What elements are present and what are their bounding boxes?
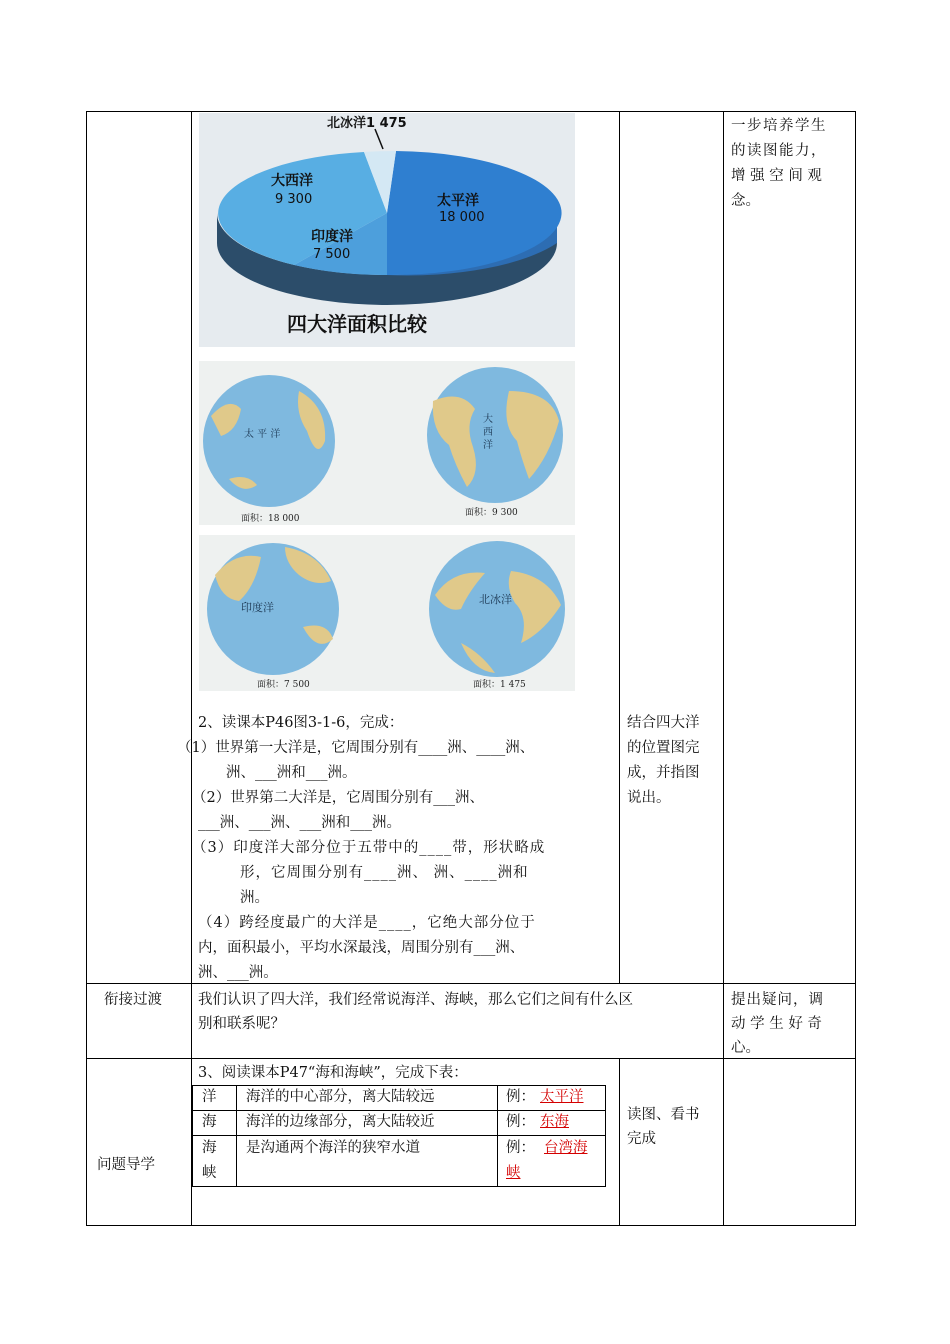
col3-mid-line-4: 说出。 <box>627 790 671 806</box>
q2-line-2: ___洲、___洲、___洲和___洲。 <box>198 815 401 831</box>
q3-line-1: （3）印度洋大部分位于五带中的____带，形状略成 <box>192 840 546 856</box>
label-pacific-value: 18 000 <box>439 210 485 225</box>
row1-desc: 海洋的中心部分，离大陆较远 <box>246 1089 435 1105</box>
col3-mid-line-1: 结合四大洋 <box>627 715 700 731</box>
q1-line-1: （1）世界第一大洋是，它周围分别有____洲、____洲、 <box>177 740 535 756</box>
row1-example-prefix: 例： <box>506 1089 535 1105</box>
globe2-label: 大 西 洋 <box>480 413 492 450</box>
inner-col-1 <box>236 1085 237 1187</box>
ocean-area-pie-chart <box>199 113 575 347</box>
row2-desc: 海洋的边缘部分，离大陆较近 <box>246 1114 435 1130</box>
col3-mid-line-3: 成，并指图 <box>627 765 700 781</box>
transition-text-line-2: 别和联系呢？ <box>198 1016 285 1032</box>
q4-line-1: （4）跨经度最广的大洋是____，它绝大部分位于 <box>198 915 536 931</box>
ocean-area-pie-image <box>199 113 575 347</box>
globe4-area: 面积：1 475 <box>473 680 526 690</box>
label-atlantic-name: 大西洋 <box>271 173 313 189</box>
right-top-line-1: 一步培养学生 <box>731 118 827 134</box>
pie-title: 四大洋面积比较 <box>287 312 427 336</box>
label-indian-name: 印度洋 <box>311 229 353 245</box>
transition-right-line-1: 提出疑问，调 <box>731 992 824 1008</box>
right-top-line-4: 念。 <box>731 193 760 209</box>
q1-line-2: 洲、___洲和___洲。 <box>226 765 357 781</box>
guide-col3-line-1: 读图、看书 <box>627 1107 700 1123</box>
q2-line-1: （2）世界第二大洋是，它周围分别有___洲、 <box>192 790 484 806</box>
row2-example-prefix: 例： <box>506 1114 535 1130</box>
globes-image-1 <box>199 361 575 525</box>
globes-indian-arctic <box>199 535 575 691</box>
right-top-line-3: 增 强 空 间 观 <box>731 168 822 184</box>
globes-pacific-atlantic <box>199 361 575 525</box>
label-arctic: 北冰洋1 475 <box>327 116 407 131</box>
row1-term: 洋 <box>202 1089 217 1105</box>
row3-term-line-2: 峡 <box>202 1165 217 1181</box>
label-indian-value: 7 500 <box>313 247 351 262</box>
inner-border-bottom <box>192 1186 606 1187</box>
table-border-top <box>86 111 856 112</box>
q4-line-2: 内，面积最小，平均水深最浅，周围分别有___洲、 <box>198 940 525 956</box>
inner-col-2 <box>497 1085 498 1187</box>
row2-example: 东海 <box>540 1114 569 1130</box>
globe1-area: 面积：18 000 <box>241 514 300 524</box>
globe4-label: 北冰洋 <box>479 593 512 606</box>
col-divider-2a <box>619 111 620 983</box>
q4-line-3: 洲、___洲。 <box>198 965 278 981</box>
label-pacific-name: 太平洋 <box>437 193 479 209</box>
sea-strait-table <box>192 1085 606 1187</box>
q3-line-3: 洲。 <box>240 890 269 906</box>
row3-example-line-2: 峡 <box>506 1165 521 1181</box>
guide-label: 问题导学 <box>97 1157 155 1173</box>
transition-right-line-2: 动 学 生 好 奇 <box>731 1016 822 1032</box>
guide-col3-line-2: 完成 <box>627 1131 656 1147</box>
col3-mid-line-2: 的位置图完 <box>627 740 700 756</box>
transition-label: 衔接过渡 <box>104 992 162 1008</box>
transition-right-line-3: 心。 <box>731 1040 760 1056</box>
col-divider-2b <box>619 1058 620 1226</box>
row3-example-line-1: 台湾海 <box>544 1140 588 1156</box>
q3-line-2: 形，它周围分别有____洲、 洲、____洲和 <box>240 865 529 881</box>
table-border-bottom <box>86 1225 856 1226</box>
guide-intro: 3、阅读课本P47“海和海峡”，完成下表： <box>198 1065 468 1081</box>
row3-example-prefix: 例： <box>506 1140 535 1156</box>
inner-border-left <box>192 1085 193 1187</box>
globe3-area: 面积：7 500 <box>257 680 310 690</box>
row3-term-line-1: 海 <box>202 1140 217 1156</box>
row1-example: 太平洋 <box>540 1089 584 1105</box>
globes-image-2 <box>199 535 575 691</box>
questions-intro: 2、读课本P46图3-1-6，完成： <box>198 715 404 731</box>
transition-text-line-1: 我们认识了四大洋，我们经常说海洋、海峡，那么它们之间有什么区 <box>198 992 633 1008</box>
inner-border-right <box>605 1085 606 1187</box>
globe1-label: 太 平 洋 <box>244 429 281 440</box>
row3-desc: 是沟通两个海洋的狭窄水道 <box>246 1140 420 1156</box>
right-top-line-2: 的读图能力， <box>731 143 827 159</box>
row2-term: 海 <box>202 1114 217 1130</box>
globe2-area: 面积：9 300 <box>465 508 518 518</box>
label-atlantic-value: 9 300 <box>275 192 313 207</box>
globe3-label: 印度洋 <box>241 601 274 614</box>
